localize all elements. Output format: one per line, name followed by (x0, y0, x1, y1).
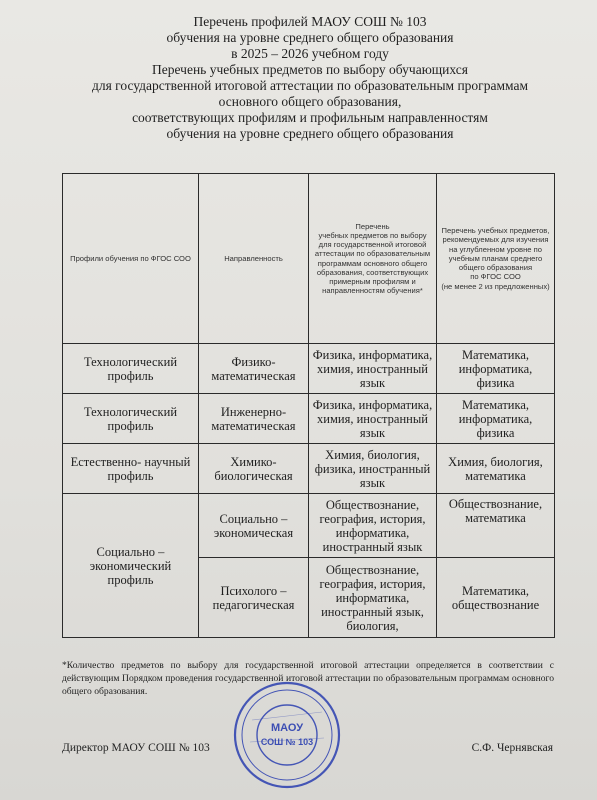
footnote: *Количество предметов по выбору для государственной итоговой аттестации определяется в соответствии с действующим Порядком проведения государственной итоговой аттестации по образовательным программам основного общего образования. (62, 660, 554, 697)
cell-advanced: Математика, информатика, физика (437, 394, 555, 444)
cell-profile: Социально – экономический профиль (63, 494, 199, 638)
table-row (63, 494, 555, 558)
school-stamp (232, 680, 342, 790)
table-row (63, 394, 555, 444)
cell-direction: Химико-биологическая (199, 444, 309, 494)
header-line-3: в 2025 – 2026 учебном году (231, 46, 389, 61)
table-row (63, 344, 555, 394)
header-line-1: Перечень профилей МАОУ СОШ № 103 (193, 14, 427, 29)
document-header (60, 14, 560, 142)
cell-advanced: Химия, биология, математика (437, 444, 555, 494)
cell-profile: Технологический профиль (63, 344, 199, 394)
header-line-2: обучения на уровне среднего общего образования (166, 30, 454, 45)
header-cell-profiles: Профили обучения по ФГОС СОО (63, 174, 199, 344)
table-row (63, 444, 555, 494)
cell-direction: Инженерно-математическая (199, 394, 309, 444)
cell-direction: Физико-математическая (199, 344, 309, 394)
cell-direction: Психолого – педагогическая (199, 558, 309, 638)
cell-advanced: Математика, информатика, физика (437, 344, 555, 394)
cell-gia: Физика, информатика, химия, иностранный язык (309, 344, 437, 394)
cell-profile: Технологический профиль (63, 394, 199, 444)
header-cell-advanced-subjects: Перечень учебных предметов, рекомендуемых для изучения на углубленном уровне по учебным планам среднего общего образования по ФГОС СОО (не менее 2 из предложенных) (437, 174, 555, 344)
profiles-table (62, 173, 555, 638)
header-cell-direction: Направленность (199, 174, 309, 344)
header-cell-gia-subjects: Перечень учебных предметов по выбору для государственной итоговой аттестации по образовательным программам основного общего образования, соответствующих примерным профилям и направленностям обучения* (309, 174, 437, 344)
stamp-text-bottom: СОШ № 103 (260, 737, 314, 747)
profiles-table-wrapper (62, 173, 554, 638)
header-line-7: соответствующих профилям и профильным направленностям (132, 110, 488, 125)
stamp-text-top: МАОУ (270, 722, 304, 734)
cell-direction: Социально – экономическая (199, 494, 309, 558)
cell-gia: Физика, информатика, химия, иностранный язык (309, 394, 437, 444)
table-header-row (63, 174, 555, 344)
header-line-4: Перечень учебных предметов по выбору обучающихся (152, 62, 468, 77)
cell-gia: Обществознание, география, история, информатика, иностранный язык, биология, (309, 558, 437, 638)
cell-advanced: Математика, обществознание (437, 558, 555, 638)
header-line-8: обучения на уровне среднего общего образования (166, 126, 454, 141)
header-line-5: для государственной итоговой аттестации по образовательным программам (91, 78, 528, 93)
signature-title: Директор МАОУ СОШ № 103 (62, 742, 210, 754)
cell-profile: Естественно- научный профиль (63, 444, 199, 494)
signature-name: С.Ф. Чернявская (471, 742, 553, 754)
header-line-6: основного общего образования, (218, 94, 402, 109)
cell-gia: Обществознание, география, история, информатика, иностранный язык (309, 494, 437, 558)
cell-gia: Химия, биология, физика, иностранный язык (309, 444, 437, 494)
cell-advanced: Обществознание, математика (437, 494, 555, 558)
